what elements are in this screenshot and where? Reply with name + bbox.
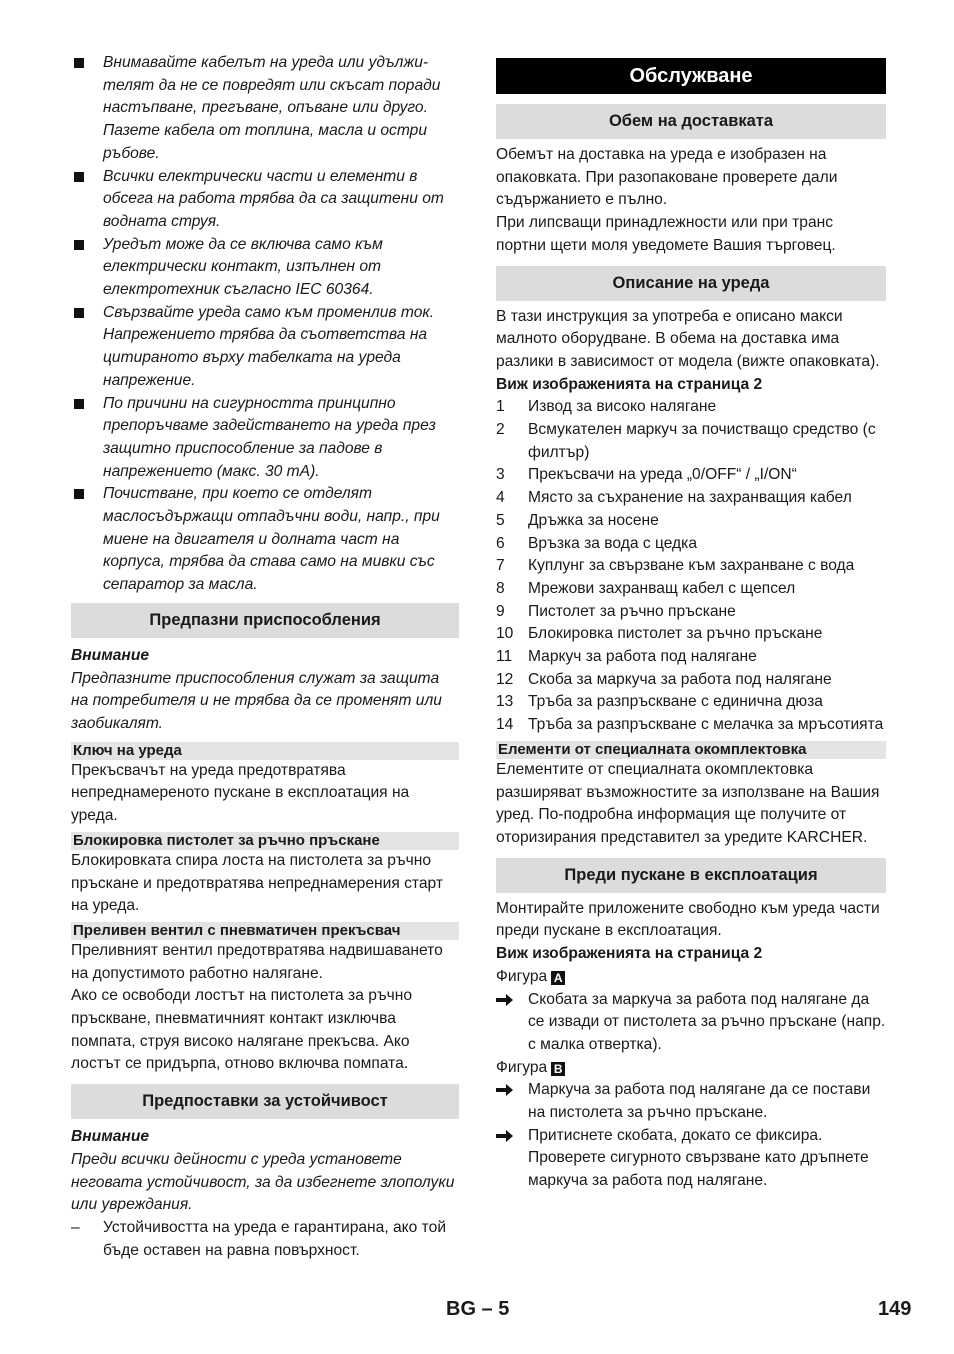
list-item: Внимавайте кабелът на уреда или удължи- телят да не се повредят или скъсат поради настъпване, прегъване, опъване или друго. Пазете кабела от топлина, масла и остри ръбове. xyxy=(71,52,459,166)
dash-marker: – xyxy=(71,1218,80,1236)
list-item: 7 Куплунг за свързване към захранване с вода xyxy=(496,557,855,575)
section-heading-startup: Преди пускане в експлоатация xyxy=(496,858,886,893)
page-number: 149 xyxy=(878,1298,912,1320)
list-item: 8 Мрежови захранващ кабел с щепсел xyxy=(496,579,796,597)
subheading-special-accessories: Елементи от специалната окомплектовка xyxy=(496,741,886,759)
step-item: Скобата за маркуча за работа под налягане да се извади от пистолета за ръчно пръскане (напр. с малка отвертка). xyxy=(496,989,886,1057)
safety-bullet-list xyxy=(71,52,459,597)
square-bullet-icon xyxy=(74,489,84,499)
list-item: 14 Тръба за разпръскване с мелачка за мръсотията xyxy=(496,716,884,734)
paragraph: В тази инструкция за употреба е описано макси малното оборудване. В обема на доставка има разлики в зависимост от модела (вижте опаковката). xyxy=(496,307,880,370)
list-item: 1 Извод за високо налягане xyxy=(496,398,717,416)
list-item: 3 Прекъсвачи на уреда „0/OFF“ / „I/ON“ xyxy=(496,466,797,484)
square-bullet-icon xyxy=(74,172,84,182)
figure-label-a: Фигура A xyxy=(496,966,886,989)
subheading-overflow-valve: Преливен вентил с пневматичен прекъсвач xyxy=(71,922,459,940)
section-heading-safety-devices: Предпазни приспособления xyxy=(71,603,459,638)
right-column xyxy=(496,58,886,1193)
page-title: Обслужване xyxy=(496,58,886,94)
paragraph: Прекъсвачът на уреда предотвратява непреднамереното пускане в експлоатация на уреда. xyxy=(71,761,410,825)
subheading-gun-lock: Блокировка пистолет за ръчно пръскане xyxy=(71,832,459,850)
paragraph: Елементите от специалната окомплектовка разширяват възможностите за използване на Вашия уред. По-подробна информация ще получите от оторизирания представител за уредите KARCHER. xyxy=(496,760,880,846)
figure-a-badge: A xyxy=(551,971,565,985)
list-item: Уредът може да се включва само към електрически контакт, изпълнен от електротехник съгласно IEC 60364. xyxy=(71,234,459,302)
warning-text: Предпазните приспособления служат за защита на потребителя и не трябва да се променят или заобикалят. xyxy=(71,669,442,732)
section-heading-stability: Предпоставки за устойчивост xyxy=(71,1084,459,1119)
square-bullet-icon xyxy=(74,308,84,318)
paragraph: Ако се освободи лостът на пистолета за ръчно пръскване, пневматичният контакт изключва помпата, струя високо налягане прекъсва. Ако лостът се придърпа, отново включва помпата. xyxy=(71,987,413,1073)
paragraph: Обемът на доставка на уреда е изобразен на опаковката. При разопаковане проверете дали съдържанието е пълно. xyxy=(496,146,838,209)
list-item: 4 Място за съхранение на захранващия кабел xyxy=(496,489,852,507)
left-column xyxy=(71,52,459,1262)
list-item: 10 Блокировка пистолет за ръчно пръскане xyxy=(496,625,823,643)
see-images-note: Виж изображенията на страница 2 xyxy=(496,375,763,393)
list-item: 11 Маркуч за работа под налягане xyxy=(496,648,757,666)
see-images-note: Виж изображенията на страница 2 xyxy=(496,945,763,963)
list-item: 5 Дръжка за носене xyxy=(496,511,659,529)
arrow-right-icon xyxy=(496,1083,514,1097)
list-item: 2 Всмукателен маркуч за почистващо средство (с филтър) xyxy=(496,421,876,461)
list-item: 6 Връзка за вода с цедка xyxy=(496,534,697,552)
section-heading-description: Описание на уреда xyxy=(496,266,886,301)
arrow-right-icon xyxy=(496,1129,514,1143)
square-bullet-icon xyxy=(74,58,84,68)
figure-label-b: Фигура B xyxy=(496,1057,886,1080)
section-heading-delivery: Обем на доставката xyxy=(496,104,886,139)
square-bullet-icon xyxy=(74,399,84,409)
list-item: Почистване, при което се отделят маслосъдържащи отпадъчни води, напр., при миене на двигателя и долната част на корпуса, трябва да става само на мивки със сепаратор за масла. xyxy=(71,483,459,597)
step-item: Притиснете скобата, докато се фиксира. Проверете сигурното свързване като дръпнете маркуча за работа под налягане. xyxy=(496,1125,886,1193)
list-item: Всички електрически части и елементи в обсега на работа трябва да са защитени от водната струя. xyxy=(71,166,459,234)
list-item: 9 Пистолет за ръчно пръскане xyxy=(496,602,736,620)
list-item: 12 Скоба за маркуча за работа под налягане xyxy=(496,670,832,688)
list-item: 13 Тръба за разпръскване с единична дюза xyxy=(496,693,823,711)
subheading-device-key: Ключ на уреда xyxy=(71,742,459,760)
dash-list-item: – Устойчивостта на уреда е гарантирана, ако той бъде оставен на равна повърхност. xyxy=(71,1218,447,1259)
paragraph: При липсващи принадлежности или при транс портни щети моля уведомете Вашия търговец. xyxy=(496,214,836,254)
list-item: Свързвайте уреда само към променлив ток. Напрежението трябва да съответства на цитираното върху табелката на уреда напрежение. xyxy=(71,302,459,393)
paragraph: Преливният вентил предотвратява надвишаването на допустимото работно налягане. xyxy=(71,941,443,982)
square-bullet-icon xyxy=(74,240,84,250)
warning-label: Внимание xyxy=(71,1128,150,1146)
paragraph: Монтирайте приложените свободно към уреда части преди пускане в експлоатация. xyxy=(496,899,880,940)
warning-label: Внимание xyxy=(71,646,150,664)
footer-language-code: BG – 5 xyxy=(446,1298,510,1320)
warning-text: Преди всички дейности с уреда установете неговата устойчивост, за да избегнете злополуки или увреждания. xyxy=(71,1150,455,1214)
arrow-right-icon xyxy=(496,993,514,1007)
paragraph: Блокировката спира лоста на пистолета за ръчно пръскане и предотвратява непреднамерения старт на уреда. xyxy=(71,851,444,915)
figure-b-badge: B xyxy=(551,1062,565,1076)
step-item: Маркуча за работа под налягане да се постави на пистолета за ръчно пръскане. xyxy=(496,1079,886,1124)
parts-list xyxy=(496,396,886,737)
list-item: По причини на сигурността принципно препоръчваме задействането на уреда през защитно приспособление за падове в напрежението (макс. 30 mA). xyxy=(71,393,459,484)
